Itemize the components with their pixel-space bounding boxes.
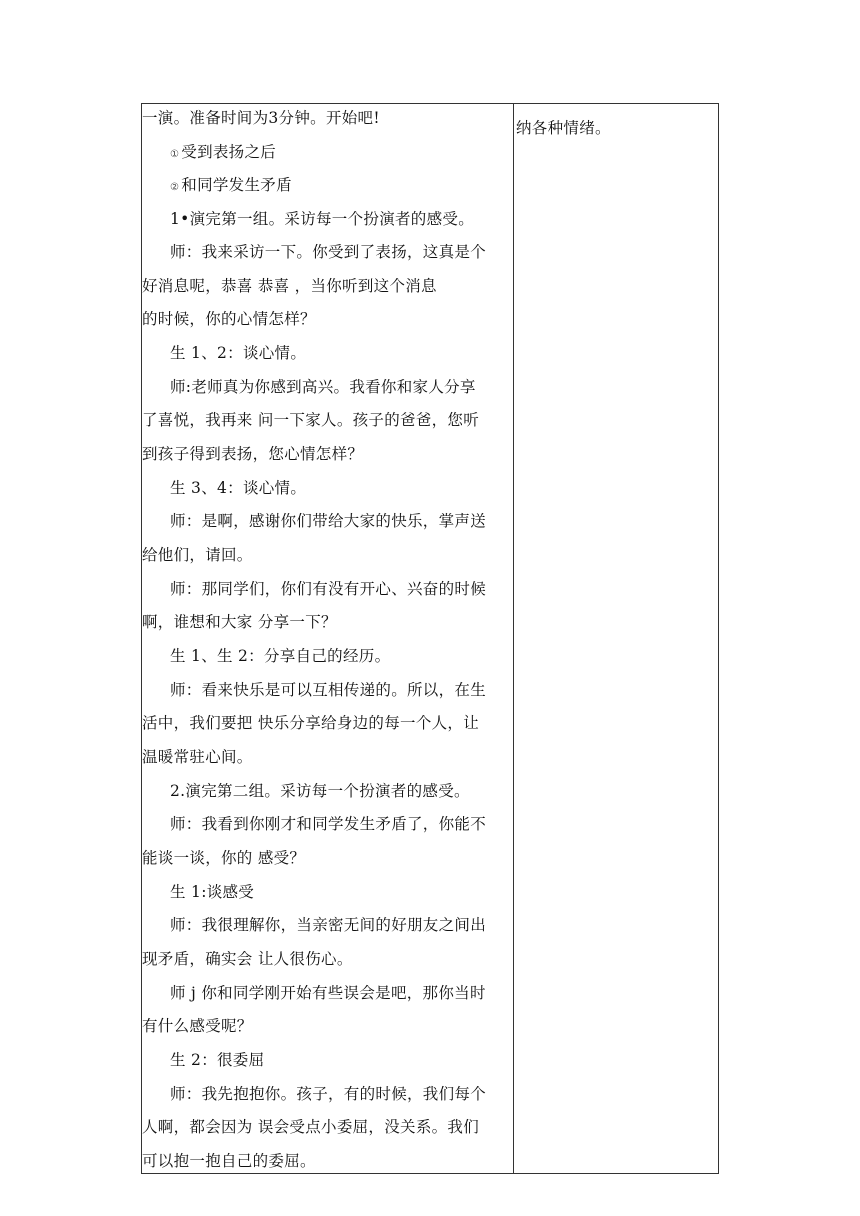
text-line: 到孩子得到表扬，您心情怎样？ (142, 445, 364, 463)
text-line: 2.演完第二组。采访每一个扮演者的感受。 (170, 782, 470, 800)
design-intent-cell (514, 104, 719, 1173)
list-item-text: 和同学发生矛盾 (181, 176, 292, 194)
circled-number-2: ② (170, 182, 180, 193)
text-line: 可以抱一抱自己的委屈。 (142, 1152, 316, 1170)
list-item-text: 受到表扬之后 (181, 143, 277, 161)
text-line: 的时候，你的心情怎样？ (142, 310, 316, 328)
text-line: 师：是啊，感谢你们带给大家的快乐，掌声送 (170, 512, 487, 530)
text-line: 师：我看到你刚才和同学发生矛盾了，你能不 (170, 815, 487, 833)
text-line: 活中，我们要把 快乐分享给身边的每一个人，让 (142, 714, 480, 732)
text-line: 生 2：很委屈 (170, 1051, 265, 1069)
teaching-process-cell (142, 104, 513, 1173)
text-line: 一演。准备时间为3分钟。开始吧! (142, 109, 380, 127)
text-line: 师：我很理解你，当亲密无间的好朋友之间出 (170, 916, 487, 934)
list-item (170, 175, 292, 198)
text-line: 有什么感受呢？ (142, 1017, 253, 1035)
lesson-table (141, 103, 719, 1174)
text-line: 师 j 你和同学刚开始有些误会是吧，那你当时 (170, 984, 486, 1002)
text-line: 生 1、生 2：分享自己的经历。 (170, 647, 391, 665)
text-line: 生 1、2：谈心情。 (170, 344, 307, 362)
text-line: 生 1:谈感受 (170, 883, 255, 901)
list-item (170, 142, 276, 165)
text-line: 师：看来快乐是可以互相传递的。所以，在生 (170, 681, 487, 699)
text-line: 了喜悦，我再来 问一下家人。孩子的爸爸，您听 (142, 411, 480, 429)
design-intent-text: 纳各种情绪。 (516, 119, 611, 137)
text-line: 好消息呢，恭喜 恭喜 ，当你听到这个消息 (142, 277, 437, 295)
text-line: 啊，谁想和大家 分享一下？ (142, 613, 337, 631)
text-line: 师：我先抱抱你。孩子，有的时候，我们每个 (170, 1085, 487, 1103)
text-line: 人啊，都会因为 误会受点小委屈，没关系。我们 (142, 1118, 480, 1136)
text-line: 生 3、4：谈心情。 (170, 479, 307, 497)
text-line: 师：我来采访一下。你受到了表扬，这真是个 (170, 243, 487, 261)
circled-number-1: ① (170, 149, 180, 160)
text-line: 师:老师真为你感到高兴。我看你和家人分享 (170, 378, 476, 396)
text-line: 给他们，请回。 (142, 546, 253, 564)
text-line: 师：那同学们，你们有没有开心、兴奋的时候 (170, 580, 487, 598)
text-line: 1•演完第一组。采访每一个扮演者的感受。 (170, 210, 475, 228)
text-line: 能谈一谈，你的 感受？ (142, 849, 306, 867)
text-line: 现矛盾，确实会 让人很伤心。 (142, 950, 353, 968)
text-line: 温暖常驻心间。 (142, 748, 253, 766)
